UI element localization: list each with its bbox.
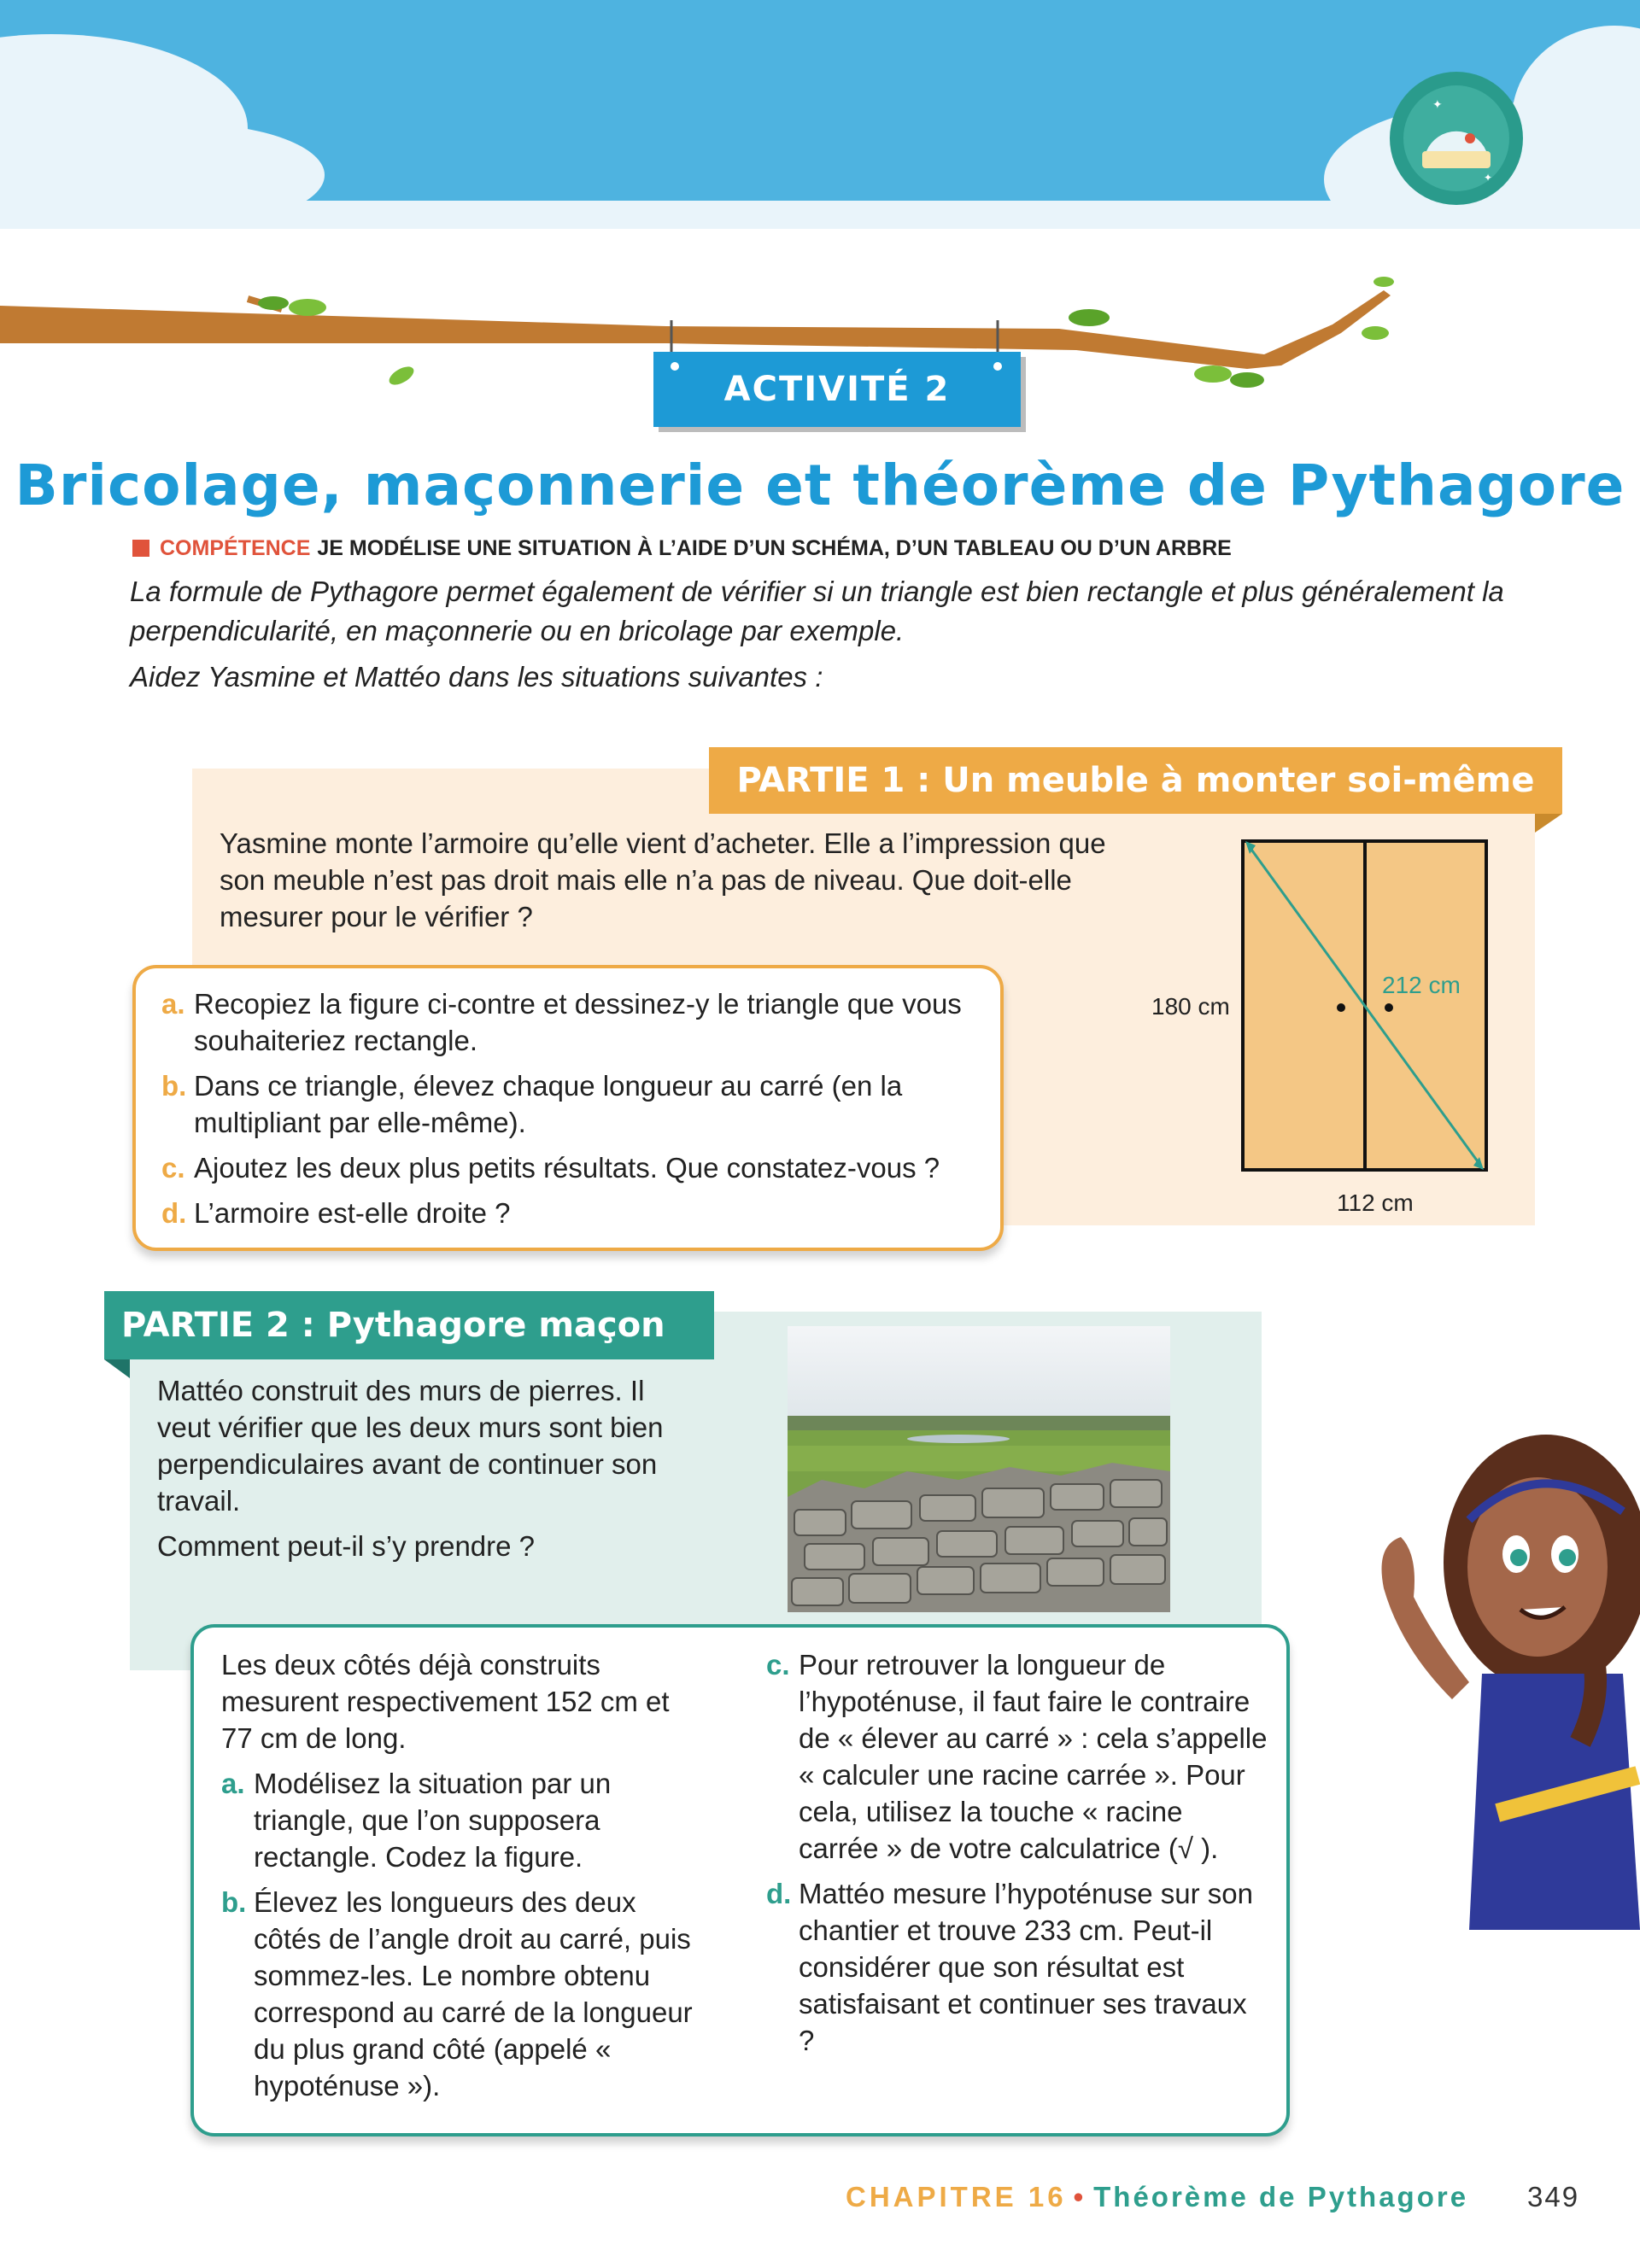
partie1-question [161,1149,981,1186]
partie1-question [161,1195,981,1231]
partie2-text [157,1372,670,1573]
armoire-height-label: 180 cm [1151,993,1230,1020]
armoire-diagonal-label: 212 cm [1382,972,1461,998]
competence-text: JE MODÉLISE UNE SITUATION À L’AIDE D’UN SCHÉMA, D’UN TABLEAU OU D’UN ARBRE [317,536,1232,560]
question-letter: a. [221,1768,245,1799]
question-text: Dans ce triangle, élevez chaque longueur au carré (en la multipliant par elle-même). [194,1070,903,1138]
partie2-right-column [766,1646,1270,2067]
armoire-width-label: 112 cm [1337,1190,1414,1216]
competence-keyword: COMPÉTENCE [160,536,311,560]
partie2-heading: PARTIE 2 : Pythagore maçon [104,1291,714,1359]
question-letter: b. [161,1070,187,1102]
question-text: Mattéo mesure l’hypoténuse sur son chantier et trouve 233 cm. Peut-il considérer que son résultat est satisfaisant et continuer ses travaux ? [799,1878,1253,2056]
intro-paragraph-2: Aidez Yasmine et Mattéo dans les situations suivantes : [130,661,823,693]
question-letter: d. [766,1878,792,1909]
footer-separator: • [1073,2181,1087,2212]
partie2-paragraph-1: Mattéo construit des murs de pierres. Il veut vérifier que les deux murs sont bien perpendiculaires avant de continuer son travail. [157,1375,664,1517]
question-letter: a. [161,988,185,1020]
competence-square-icon [132,540,149,557]
partie2-question [766,1646,1270,1867]
question-letter: c. [766,1649,790,1681]
partie1-heading: PARTIE 1 : Un meuble à monter soi-même [709,747,1562,814]
question-letter: c. [161,1152,185,1184]
partie2-question [766,1875,1270,2059]
question-text: Élevez les longueurs des deux côtés de l’angle droit au carré, puis sommez-les. Le nombre obtenu correspond au carré de la longueur du plus grand côté (appelé « hypoténuse »). [254,1886,693,2101]
partie1-questions-box [132,965,1004,1251]
armoire-figure [1136,828,1520,1230]
question-text: Ajoutez les deux plus petits résultats. Que constatez-vous ? [194,1152,940,1184]
question-text: Modélisez la situation par un triangle, que l’on supposera rectangle. Codez la figure. [254,1768,612,1873]
activity-label-text: ACTIVITÉ 2 [653,352,1021,427]
partie2-question [221,1884,708,2104]
page-number: 349 [1527,2181,1580,2212]
partie2-questions-box [190,1624,1290,2136]
competence-line [132,536,1232,561]
intro-paragraph-1: La formule de Pythagore permet également de vérifier si un triangle est bien rectangle et plus généralement la perpendicularité, en maçonnerie ou en bricolage par exemple. [130,576,1504,646]
question-letter: b. [221,1886,247,1918]
page-title: Bricolage, maçonnerie et théorème de Pythagore [15,453,1625,518]
partie1-question [161,1067,981,1141]
question-text: L’armoire est-elle droite ? [194,1197,511,1229]
intro [130,572,1548,697]
footer-chapter [846,2181,1468,2213]
footer-chapter-label: CHAPITRE 16 [846,2181,1067,2212]
stone-wall-photo [788,1326,1170,1612]
partie2-left-column [221,1646,708,2113]
svg-text:✦: ✦ [1432,98,1443,112]
partie1-text: Yasmine monte l’armoire qu’elle vient d’acheter. Elle a l’impression que son meuble n’est pas droit mais elle n’a pas de niveau. Que doit-elle mesurer pour le vérifier ? [220,827,1106,932]
partie2-box-intro: Les deux côtés déjà construits mesurent respectivement 152 cm et 77 cm de long. [221,1649,670,1754]
partie1-question [161,985,981,1059]
question-letter: d. [161,1197,187,1229]
activity-label [653,352,1021,433]
girl-illustration [1367,1418,1640,1930]
svg-text:✦: ✦ [1484,172,1493,184]
partie2-paragraph-2: Comment peut-il s’y prendre ? [157,1530,536,1562]
question-text: Recopiez la figure ci-contre et dessinez-y le triangle que vous souhaiteriez rectangle. [194,988,962,1056]
partie2-fold [104,1359,130,1378]
partie1-fold [1535,814,1562,833]
footer-theme: Théorème de Pythagore [1093,2181,1469,2212]
snow-globe-icon [1388,70,1525,207]
partie2-question [221,1765,708,1875]
question-text: Pour retrouver la longueur de l’hypoténuse, il faut faire le contraire de « élever au carré » : cela s’appelle « calculer une racine carrée ». Pour cela, utilisez la touche « racine carrée » de votre calculatrice (√ ). [799,1649,1268,1864]
